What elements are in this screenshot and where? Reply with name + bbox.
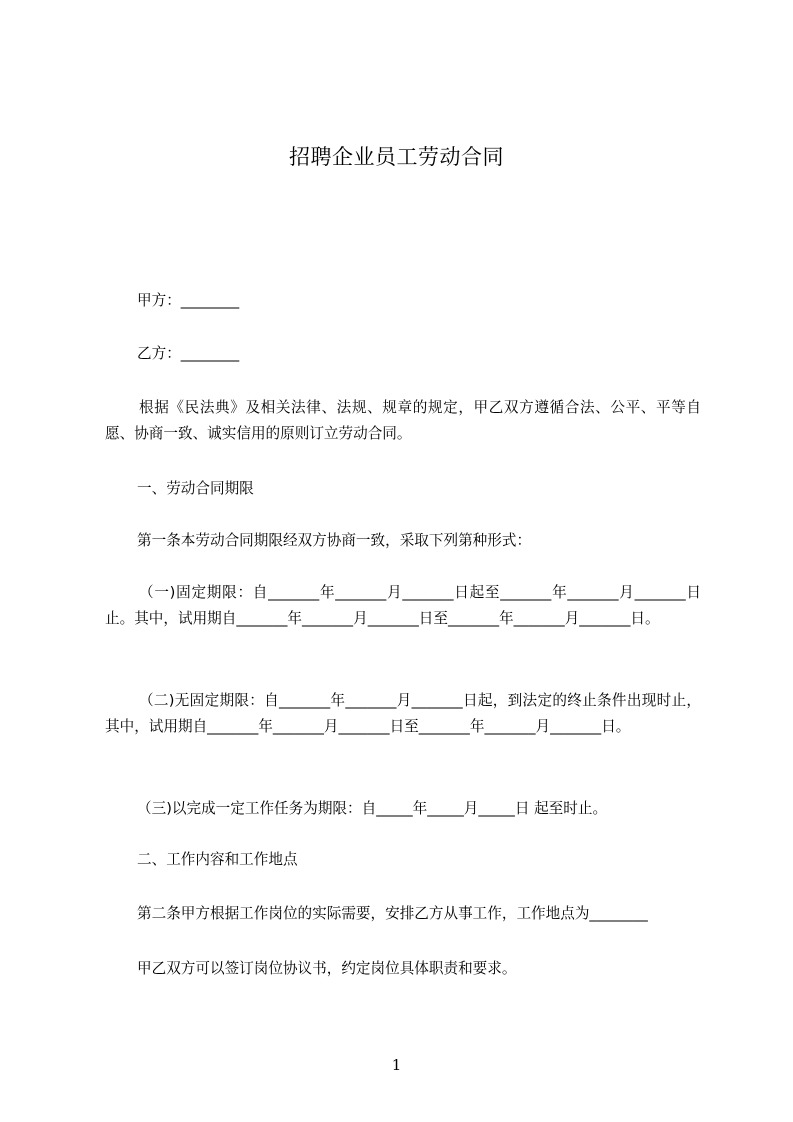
- term-fixed-paragraph: （一)固定期限：自_______年_______月_______日起至_______年_______月_______日止。其中，试用期自_______年_______月_______日至_______年_______月_______日。: [105, 584, 701, 627]
- party-a-line: 甲方：________: [137, 292, 240, 309]
- document-title: 招聘企业员工劳动合同: [289, 145, 504, 169]
- article-2: 第二条甲方根据工作岗位的实际需要，安排乙方从事工作，工作地点为________: [137, 905, 648, 922]
- term-task-paragraph: （三)以完成一定工作任务为期限：自_____年_____月_____日 起至时止。: [137, 800, 608, 817]
- page-number: 1: [391, 1056, 402, 1074]
- term-open-paragraph: （二)无固定期限：自_______年_______月_______日起，到法定的终止条件出现时止，其中，试用期自_______年_______月_______日至_______年_______月_______日。: [105, 692, 701, 735]
- article-2-note: 甲乙双方可以签订岗位协议书，约定岗位具体职责和要求。: [137, 960, 517, 977]
- party-b-line: 乙方：________: [137, 345, 240, 362]
- article-1: 第一条本劳动合同期限经双方协商一致，采取下列第种形式：: [137, 532, 532, 549]
- section-heading-term: 一、劳动合同期限: [137, 480, 254, 497]
- section-heading-work: 二、工作内容和工作地点: [137, 851, 298, 868]
- preamble-paragraph: 根据《民法典》及相关法律、法规、规章的规定，甲乙双方遵循合法、公平、平等自愿、协商一致、诚实信用的原则订立劳动合同。: [105, 399, 701, 442]
